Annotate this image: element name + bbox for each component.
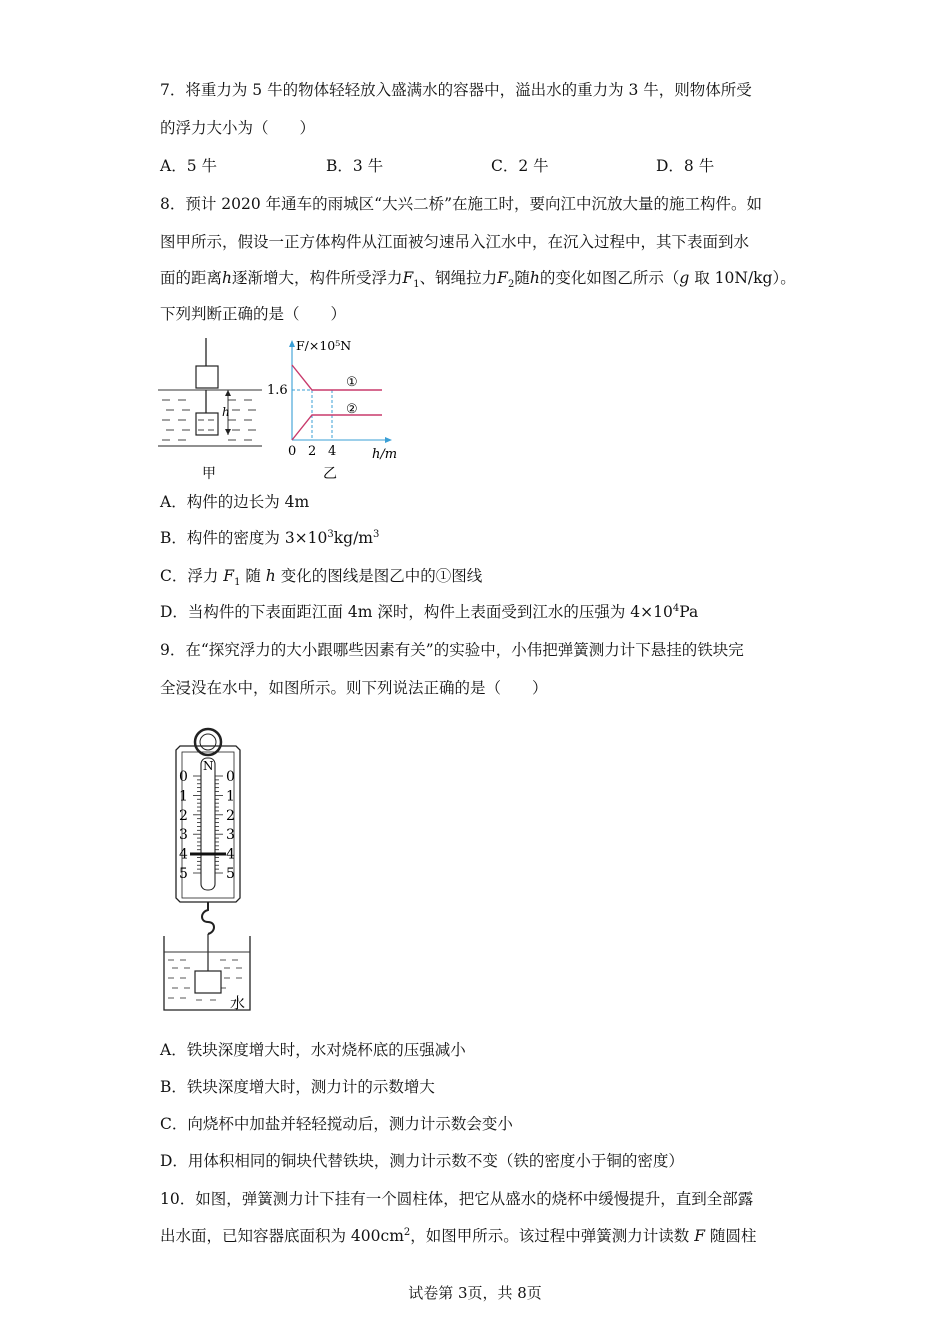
q9-option-a: A．铁块深度增大时，水对烧杯底的压强减小 xyxy=(160,1041,466,1059)
q7-option-a: A．5 牛 xyxy=(160,157,217,175)
q8-stem-line3: 面的距离h逐渐增大，构件所受浮力$F_1$、钢绳拉力$F_2$随h的变化如图乙所示（g 取 10N/kg）。 xyxy=(160,269,796,291)
q9-option-d: D．用体积相同的铜块代替铁块，测力计示数不变（铁的密度小于铜的密度） xyxy=(160,1152,684,1170)
chart-series-2-label: ② xyxy=(346,402,358,417)
q8-stem-line2: 图甲所示，假设一正方体构件从江面被匀速吊入江水中，在沉入过程中，其下表面到水 xyxy=(160,233,750,251)
chart-x-tick-0: 0 xyxy=(288,444,297,459)
chart-y-arrow xyxy=(289,340,295,347)
scale-tick-label-left: 1 xyxy=(179,788,188,805)
q8-figure-jia xyxy=(158,336,262,482)
scale-tick-label-left: 4 xyxy=(179,846,188,863)
chart-x-arrow xyxy=(385,437,392,443)
scale-tick-label-right: 5 xyxy=(226,866,235,882)
q9-stem-line2: 全浸没在水中，如图所示。则下列说法正确的是（ ） xyxy=(160,679,548,697)
q9-stem-line1: 9．在“探究浮力的大小跟哪些因素有关”的实验中，小伟把弹簧测力计下悬挂的铁块完 xyxy=(160,641,744,659)
scale-tick-label-right: 1 xyxy=(226,788,235,805)
q7-stem-line2: 的浮力大小为（ ） xyxy=(160,119,316,137)
q8-stem-line4: 下列判断正确的是（ ） xyxy=(160,305,347,323)
q7-option-b: B．3 牛 xyxy=(326,157,384,175)
scale-tick-label-right: 3 xyxy=(226,827,235,844)
q9-spring-scale-figure xyxy=(160,726,260,1016)
q10-stem-line1: 10．如图，弹簧测力计下挂有一个圆柱体，把它从盛水的烧杯中缓慢提升，直到全部露 xyxy=(160,1190,754,1208)
q9-option-b: B．铁块深度增大时，测力计的示数增大 xyxy=(160,1078,435,1096)
chart-y-label: F/×10⁵N xyxy=(296,338,352,353)
q7-stem-line1: 7．将重力为 5 牛的物体轻轻放入盛满水的容器中，溢出水的重力为 3 牛，则物体所受 xyxy=(160,81,752,99)
chart-x-tick-4: 4 xyxy=(328,444,337,459)
q8-option-c: C．浮力 $F_1$ 随 h 变化的图线是图乙中的①图线 xyxy=(160,567,483,589)
q9-scale-unit: N xyxy=(203,759,214,773)
q10-stem-line2: 出水面，已知容器底面积为 $400cm^2$，如图甲所示。该过程中弹簧测力计读数 F 随圆柱 xyxy=(160,1226,757,1245)
q8-stem-line1: 8．预计 2020 年通车的雨城区“大兴二桥”在施工时，要向江中沉放大量的施工构件。如 xyxy=(160,195,763,213)
scale-tick-label-left: 2 xyxy=(179,807,188,824)
q8-fig-jia-label: 甲 xyxy=(202,466,216,482)
q9-option-c: C．向烧杯中加盐并轻轻搅动后，测力计示数会变小 xyxy=(160,1115,513,1133)
q8-option-b: B．构件的密度为 $3\times 10^3kg/m^3$ xyxy=(160,528,380,547)
page-footer: 试卷第 3页，共 8页 xyxy=(408,1284,542,1302)
q8-option-d: D．当构件的下表面距江面 4m 深时，构件上表面受到江水的压强为 $4\times 10^4Pa$ xyxy=(160,602,699,621)
scale-tick-label-left: 3 xyxy=(179,827,188,844)
q8-fig-jia-h: h xyxy=(222,405,230,419)
q9-water-label: 水 xyxy=(230,994,246,1012)
scale-tick-label-right: 4 xyxy=(226,846,235,863)
q8-option-a: A．构件的边长为 4m xyxy=(160,493,310,511)
chart-x-tick-2: 2 xyxy=(308,444,317,459)
scale-tick-label-right: 0 xyxy=(226,769,235,785)
chart-series-2-line xyxy=(292,415,382,440)
scale-tick-label-left: 0 xyxy=(179,769,188,785)
scale-tick-label-left: 5 xyxy=(179,866,188,882)
q7-option-c: C．2 牛 xyxy=(491,157,549,175)
chart-series-1-line xyxy=(292,365,382,390)
chart-x-label: h/m xyxy=(372,447,398,462)
chart-series-1-label: ① xyxy=(346,375,358,390)
q8-fig-yi-label: 乙 xyxy=(323,466,337,482)
chart-y-tick-label: 1.6 xyxy=(267,383,288,398)
scale-tick-label-right: 2 xyxy=(226,807,235,824)
q8-figure-yi-chart xyxy=(262,336,402,482)
q7-option-d: D．8 牛 xyxy=(656,157,715,175)
